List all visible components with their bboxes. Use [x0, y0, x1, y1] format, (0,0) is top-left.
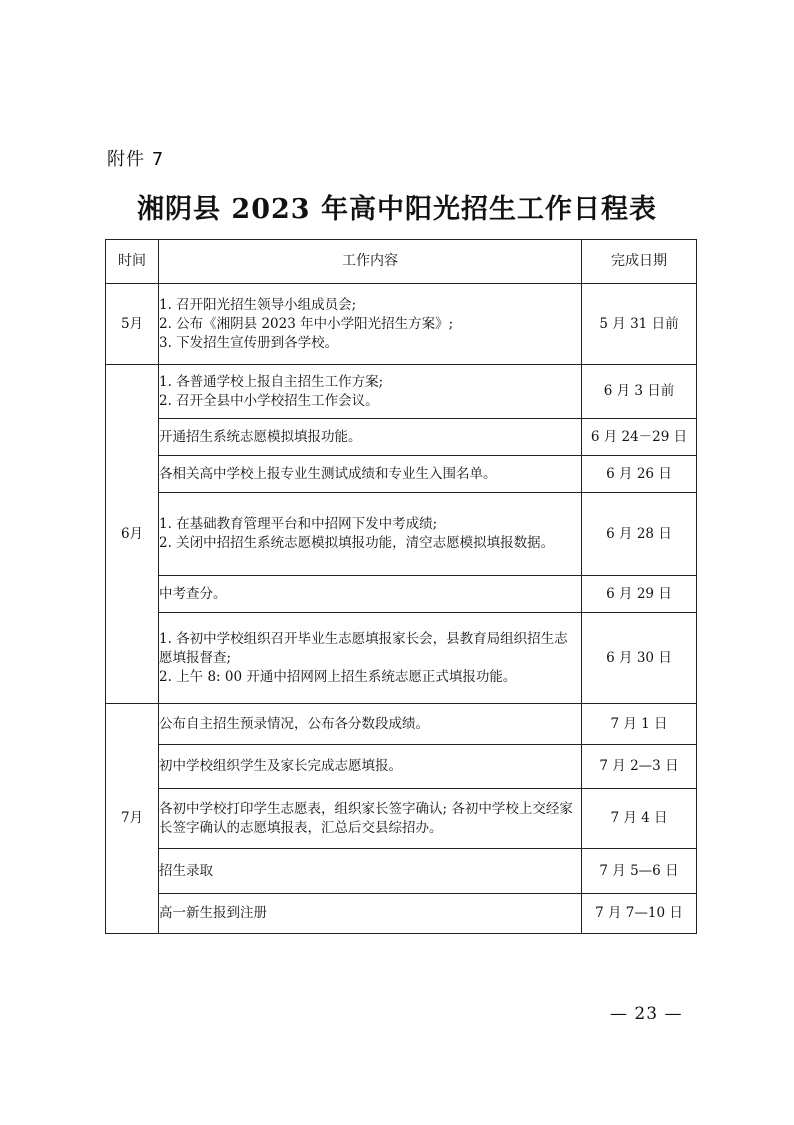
content-line: 公布自主招生预录情况，公布各分数段成绩。 — [159, 715, 429, 732]
content-cell — [159, 704, 582, 745]
header-time: 时间 — [106, 240, 159, 284]
table-row — [106, 849, 697, 894]
table-row — [106, 704, 697, 745]
content-cell — [159, 849, 582, 894]
table-row — [106, 493, 697, 576]
date-cell: 7 月 5—6 日 — [582, 849, 697, 894]
date-cell: 5 月 31 日前 — [582, 284, 697, 365]
content-cell — [159, 456, 582, 493]
content-line: 开通招生系统志愿模拟填报功能。 — [159, 428, 362, 445]
month-cell: 5月 — [106, 284, 159, 365]
content-line: 各初中学校打印学生志愿表，组织家长签字确认; 各初中学校上交经家长签字确认的志愿填报表，汇总后交县综招办。 — [159, 800, 573, 836]
month-cell: 7月 — [106, 704, 159, 934]
attachment-label: 附件 7 — [107, 149, 165, 170]
table-row — [106, 365, 697, 419]
page-number: — 23 — — [610, 1004, 683, 1024]
table-row — [106, 789, 697, 849]
content-cell — [159, 894, 582, 934]
content-cell — [159, 789, 582, 849]
content-line: 2. 召开全县中小学校招生工作会议。 — [159, 392, 379, 409]
table-row — [106, 419, 697, 456]
content-cell — [159, 493, 582, 576]
content-cell — [159, 284, 582, 365]
table-header-row — [106, 240, 697, 284]
date-cell: 7 月 7—10 日 — [582, 894, 697, 934]
content-line: 1. 各普通学校上报自主招生工作方案; — [159, 373, 384, 390]
content-cell — [159, 576, 582, 613]
header-content: 工作内容 — [159, 240, 582, 284]
content-line: 初中学校组织学生及家长完成志愿填报。 — [159, 758, 402, 774]
content-line: 招生录取 — [159, 862, 213, 879]
table-row — [106, 576, 697, 613]
table-row — [106, 745, 697, 789]
month-cell: 6月 — [106, 365, 159, 704]
content-cell — [159, 419, 582, 456]
content-line: 1. 各初中学校组织召开毕业生志愿填报家长会，县教育局组织招生志愿填报督查; — [159, 630, 568, 666]
content-line: 1. 在基础教育管理平台和中招网下发中考成绩; — [159, 516, 438, 532]
content-line: 2. 公布《湘阴县 2023 年中小学阳光招生方案》; — [159, 315, 454, 332]
date-cell: 6 月 29 日 — [582, 576, 697, 613]
content-cell — [159, 745, 582, 789]
header-date: 完成日期 — [582, 240, 697, 284]
content-line: 2. 关闭中招招生系统志愿模拟填报功能，清空志愿模拟填报数据。 — [159, 535, 555, 551]
content-line: 中考查分。 — [159, 585, 227, 602]
table-row — [106, 613, 697, 704]
date-cell: 7 月 4 日 — [582, 789, 697, 849]
date-cell: 7 月 2—3 日 — [582, 745, 697, 789]
date-cell: 6 月 3 日前 — [582, 365, 697, 419]
table-row — [106, 894, 697, 934]
content-cell — [159, 613, 582, 704]
date-cell: 6 月 26 日 — [582, 456, 697, 493]
content-cell — [159, 365, 582, 419]
date-cell: 6 月 24－29 日 — [582, 419, 697, 456]
content-line: 1. 召开阳光招生领导小组成员会; — [159, 296, 357, 313]
content-line: 高一新生报到注册 — [159, 905, 267, 921]
content-line: 3. 下发招生宣传册到各学校。 — [159, 334, 339, 351]
table-row — [106, 284, 697, 365]
table-row — [106, 456, 697, 493]
document-title: 湘阴县 2023 年高中阳光招生工作日程表 — [137, 194, 657, 225]
date-cell: 6 月 28 日 — [582, 493, 697, 576]
date-cell: 6 月 30 日 — [582, 613, 697, 704]
date-cell: 7 月 1 日 — [582, 704, 697, 745]
content-line: 各相关高中学校上报专业生测试成绩和专业生入围名单。 — [159, 465, 497, 482]
content-line: 2. 上午 8: 00 开通中招网网上招生系统志愿正式填报功能。 — [159, 668, 517, 685]
schedule-table — [105, 239, 697, 934]
